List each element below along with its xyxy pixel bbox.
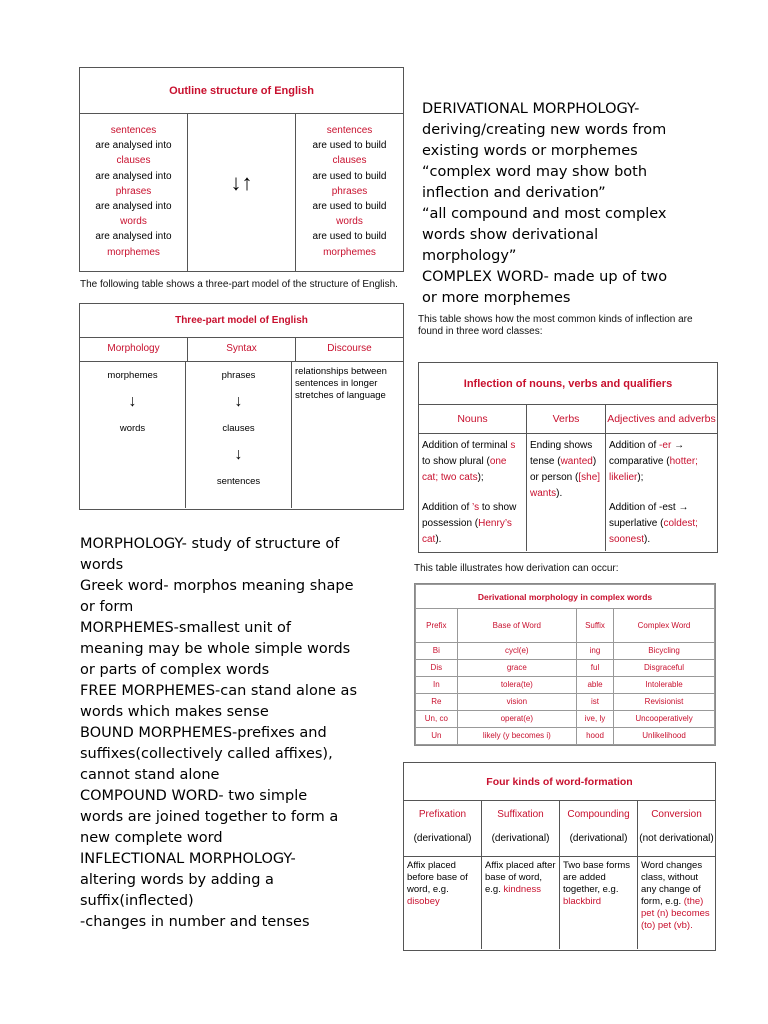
note-line: MORPHEMES-smallest unit of [80,620,291,636]
morphemes-label: morphemes [107,370,158,381]
inflection-caption: This table shows how the most common kinds of inflection are found in three word classes: [418,314,693,337]
outline-line: are used to build [312,170,387,182]
notes-left [80,534,357,933]
note-line: suffix(inflected) [80,893,194,909]
sentences-label: sentences [216,476,261,487]
outline-structure-table [79,67,404,272]
note-line: new complete word [80,830,223,846]
down-arrow-icon: ↓ [128,393,137,410]
words-label: words [119,423,146,434]
up-down-arrows-icon: ↓↑ [187,114,296,271]
outline-line: clauses [116,155,151,167]
table-row [416,659,715,676]
table-cell: ful [576,659,613,676]
outline-built-column [296,114,403,271]
syntax-column [185,362,291,508]
table-row [416,642,715,659]
note-line: BOUND MORPHEMES-prefixes and [80,725,327,741]
table-cell: Uncooperatively [614,710,715,727]
outline-line: phrases [115,185,152,197]
note-line: DERIVATIONAL MORPHOLOGY- [422,101,640,117]
table-cell: ive, ly [576,710,613,727]
table-cell: Dis [416,659,458,676]
derivation-title: Derivational morphology in complex words [416,585,715,609]
table-cell: Re [416,693,458,710]
notes-right [422,99,667,309]
outline-line: clauses [332,155,367,167]
down-arrow-icon: ↓ [234,446,243,463]
note-line: “all compound and most complex [422,206,667,222]
table-row [416,676,715,693]
note-line: words are joined together to form a [80,809,339,825]
table-cell: able [576,676,613,693]
note-line: or form [80,599,134,615]
note-line: MORPHOLOGY- study of structure of [80,536,340,552]
outline-line: are analysed into [95,201,172,213]
morphology-column [80,362,185,508]
header-suffix: Suffix [576,609,613,643]
verbs-cell: Ending shows tense (wanted) or person ([she] wants). [526,434,605,551]
table-cell: ist [576,693,613,710]
derivation-table [414,583,716,746]
table-cell: hood [576,727,613,744]
note-line: FREE MORPHEMES-can stand alone as [80,683,357,699]
header-morphology: Morphology [107,343,160,354]
table-cell: cycl(e) [457,642,576,659]
note-line: INFLECTIONAL MORPHOLOGY- [80,851,296,867]
threepart-caption: The following table shows a three-part model of the structure of English. [80,279,398,290]
table-cell: ing [576,642,613,659]
table-row [416,710,715,727]
outline-line: words [336,216,363,228]
table-cell: likely (y becomes i) [457,727,576,744]
outline-line: are used to build [312,231,387,243]
note-line: altering words by adding a [80,872,274,888]
suffixation-cell: Suffixation (derivational) Affix placed after base of word, e.g. kindness [481,801,559,949]
conversion-cell: Conversion (not derivational) Word changes class, without any change of form, e.g. (the) pet (n) becomes (to) pet (vb). [637,801,715,949]
outline-line: are analysed into [95,140,172,152]
header-base: Base of Word [457,609,576,643]
table-cell: Bi [416,642,458,659]
outline-line: morphemes [323,246,376,258]
header-prefix: Prefix [416,609,458,643]
outline-line: sentences [110,125,157,136]
outline-line: are used to build [312,201,387,213]
inflection-table [418,362,718,553]
table-row [416,727,715,744]
three-part-model-table [79,303,404,510]
header-discourse: Discourse [295,338,403,361]
derivation-caption: This table illustrates how derivation can occur: [414,563,619,574]
note-line: inflection and derivation” [422,185,606,201]
note-line: or more morphemes [422,290,571,306]
note-line: suffixes(collectively called affixes), [80,746,333,762]
outline-analysed-column [80,114,187,271]
header-adjectives: Adjectives and adverbs [605,405,717,433]
note-line: words [80,557,124,573]
note-line: existing words or morphemes [422,143,638,159]
header-syntax: Syntax [187,338,295,361]
outline-line: are analysed into [95,170,172,182]
outline-line: morphemes [107,246,160,258]
note-line: deriving/creating new words from [422,122,667,138]
table-cell: Un, co [416,710,458,727]
table-cell: tolera(te) [457,676,576,693]
table-cell: operat(e) [457,710,576,727]
four-kinds-table [403,762,716,951]
compounding-cell: Compounding (derivational) Two base forms are added together, e.g. blackbird [559,801,637,949]
note-line: “complex word may show both [422,164,648,180]
outline-line: are analysed into [95,231,172,243]
table-cell: grace [457,659,576,676]
outline-line: phrases [331,185,368,197]
table-cell: Disgraceful [614,659,715,676]
note-line: meaning may be whole simple words [80,641,351,657]
phrases-label: phrases [221,370,256,381]
note-line: morphology” [422,248,517,264]
table-cell: Unlikelihood [614,727,715,744]
four-kinds-title: Four kinds of word-formation [404,763,715,801]
note-line: or parts of complex words [80,662,270,678]
table-row [416,693,715,710]
note-line: COMPOUND WORD- two simple [80,788,308,804]
discourse-column: relationships between sentences in longer stretches of language [291,362,403,508]
outline-line: are used to build [312,140,387,152]
down-arrow-icon: ↓ [234,393,243,410]
outline-title: Outline structure of English [80,68,403,114]
table-cell: vision [457,693,576,710]
table-cell: Bicycling [614,642,715,659]
outline-line: sentences [326,125,373,136]
prefixation-cell: Prefixation (derivational) Affix placed before base of word, e.g. disobey [404,801,481,949]
clauses-label: clauses [222,423,255,434]
header-verbs: Verbs [526,405,605,433]
inflection-title: Inflection of nouns, verbs and qualifiers [419,363,717,405]
header-complex-word: Complex Word [614,609,715,643]
note-line: words show derivational [422,227,599,243]
outline-line: words [120,216,147,228]
note-line: COMPLEX WORD- made up of two [422,269,668,285]
table-cell: Un [416,727,458,744]
threepart-title: Three-part model of English [80,304,403,338]
adjectives-cell: Addition of -er → comparative (hotter; likelier); Addition of -est → superlative (coldest; soonest). [605,434,717,551]
table-cell: Revisionist [614,693,715,710]
table-cell: In [416,676,458,693]
note-line: cannot stand alone [80,767,220,783]
note-line: Greek word- morphos meaning shape [80,578,354,594]
header-nouns: Nouns [457,413,488,425]
table-cell: Intolerable [614,676,715,693]
note-line: words which makes sense [80,704,269,720]
note-line: -changes in number and tenses [80,914,310,930]
nouns-cell: Addition of terminal s to show plural (one cat; two cats); Addition of ’s to show possession (Henry’s cat). [422,440,517,545]
